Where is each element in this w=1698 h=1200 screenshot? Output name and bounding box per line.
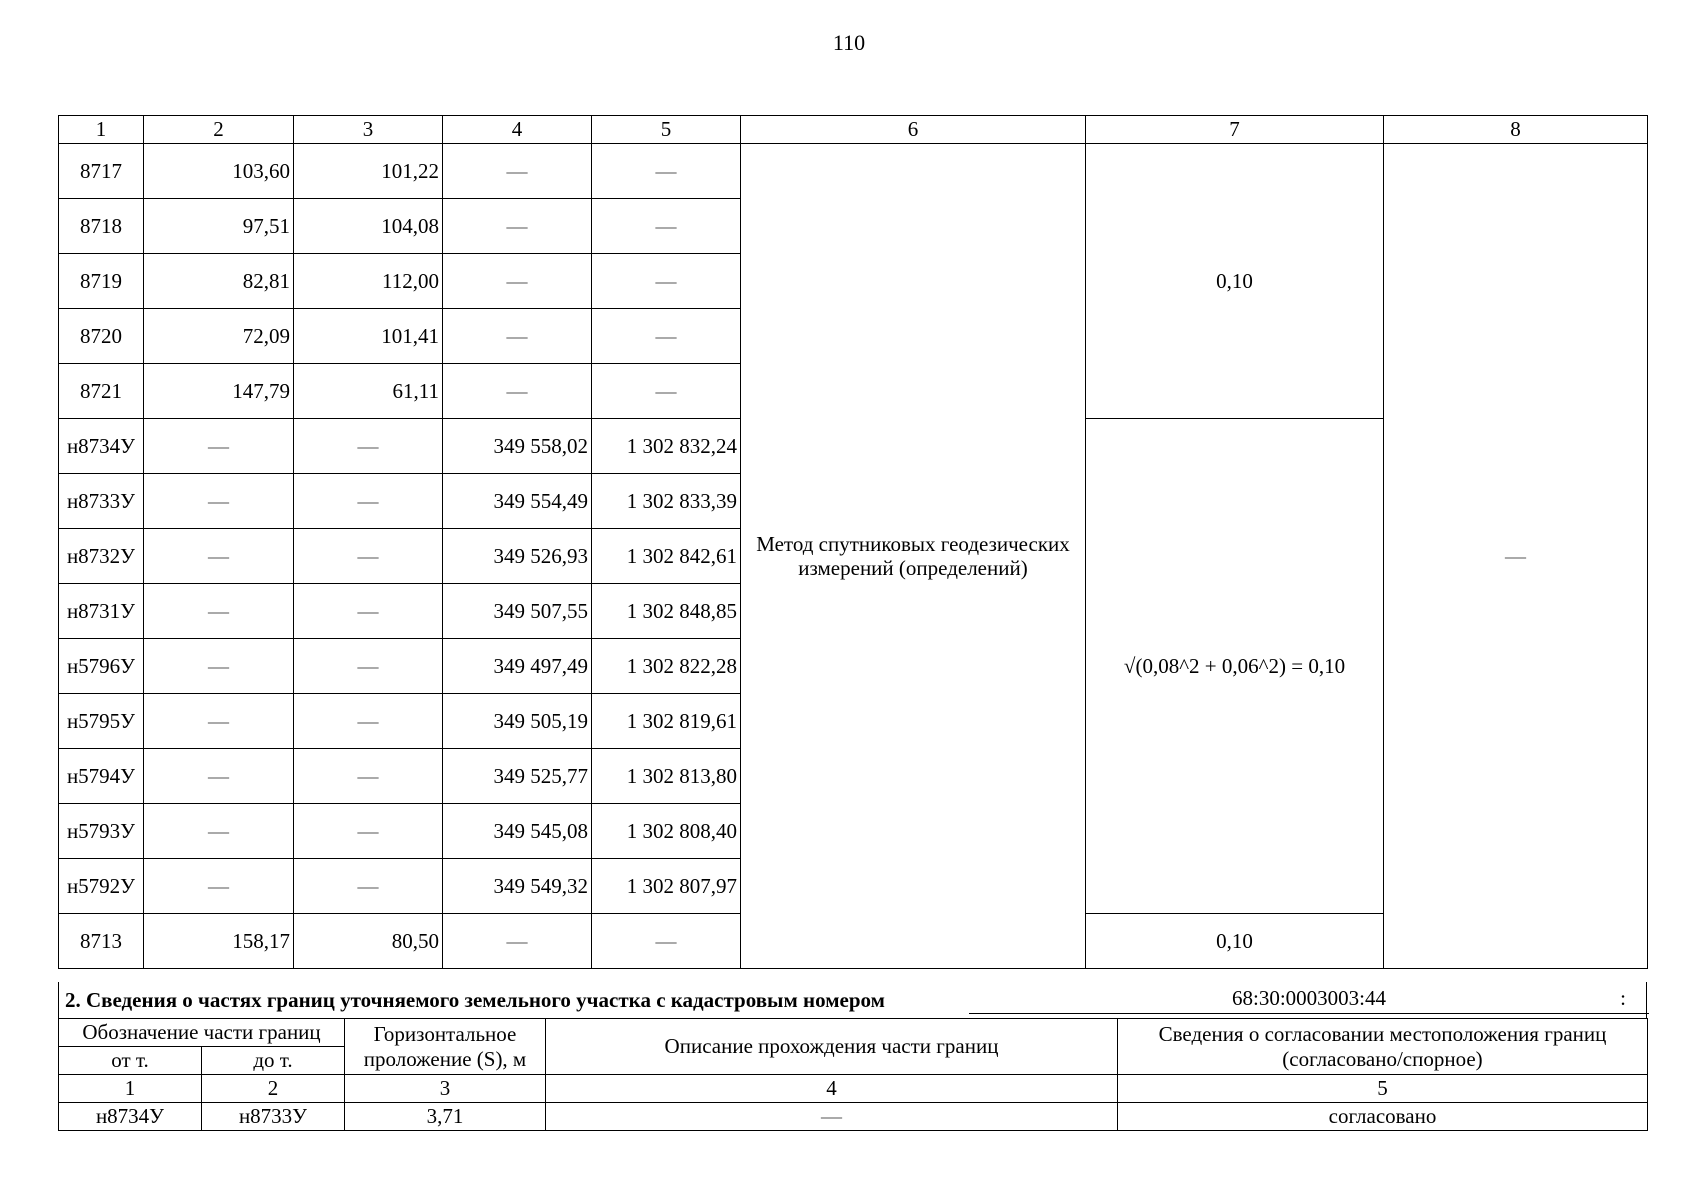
coordinate-cell: 349 526,93	[443, 529, 592, 584]
parts-table-body	[59, 1019, 1648, 1131]
parts-number-row	[59, 1075, 1648, 1103]
section-2-heading	[58, 982, 1647, 1018]
agreement-status: согласовано	[1118, 1103, 1648, 1131]
point-name: н8733У	[59, 474, 144, 529]
coordinate-cell: —	[144, 804, 294, 859]
column-number-row	[59, 116, 1648, 144]
coordinate-cell: 103,60	[144, 144, 294, 199]
column-number: 4	[443, 116, 592, 144]
to-point-header: до т.	[202, 1047, 345, 1075]
points-table-body	[59, 116, 1648, 969]
column-number: 8	[1384, 116, 1648, 144]
column-number: 7	[1086, 116, 1384, 144]
horizontal-length-header: Горизонтальное проложение (S), м	[345, 1019, 546, 1075]
from-point-header: от т.	[59, 1047, 202, 1075]
coordinate-cell: —	[294, 859, 443, 914]
coordinate-cell: —	[144, 694, 294, 749]
parts-header-row	[59, 1019, 1648, 1047]
page-number: 110	[832, 30, 866, 55]
coordinate-cell: —	[144, 419, 294, 474]
coordinate-cell: 82,81	[144, 254, 294, 309]
column-number: 2	[202, 1075, 345, 1103]
point-name: 8717	[59, 144, 144, 199]
coordinate-cell: 1 302 807,97	[592, 859, 741, 914]
part-description: —	[546, 1103, 1118, 1131]
point-name: н5792У	[59, 859, 144, 914]
column-number: 6	[741, 116, 1086, 144]
cadastral-number: 68:30:0003003:44	[969, 986, 1649, 1014]
point-name: н5794У	[59, 749, 144, 804]
coordinate-cell: —	[144, 859, 294, 914]
coordinate-cell: —	[144, 639, 294, 694]
accuracy-cell: √(0,08^2 + 0,06^2) = 0,10	[1086, 419, 1384, 914]
coordinate-cell: —	[592, 254, 741, 309]
column-number: 5	[592, 116, 741, 144]
coordinate-cell: 1 302 822,28	[592, 639, 741, 694]
column-number: 3	[345, 1075, 546, 1103]
boundary-parts-table	[58, 1018, 1648, 1131]
coordinate-cell: 1 302 848,85	[592, 584, 741, 639]
coordinate-cell: —	[592, 364, 741, 419]
coordinate-cell: 158,17	[144, 914, 294, 969]
coordinate-cell: —	[294, 639, 443, 694]
coordinate-cell: —	[592, 199, 741, 254]
coordinate-cell: 349 505,19	[443, 694, 592, 749]
coordinate-cell: —	[294, 804, 443, 859]
coordinate-cell: 72,09	[144, 309, 294, 364]
column-number: 4	[546, 1075, 1118, 1103]
table-row	[59, 1103, 1648, 1131]
coordinate-cell: 1 302 808,40	[592, 804, 741, 859]
part-designation-header: Обозначение части границ	[59, 1019, 345, 1047]
coordinate-cell: 349 525,77	[443, 749, 592, 804]
coordinate-cell: —	[592, 914, 741, 969]
coordinate-cell: 101,41	[294, 309, 443, 364]
point-name: н5796У	[59, 639, 144, 694]
coordinate-cell: 104,08	[294, 199, 443, 254]
coordinate-cell: —	[294, 474, 443, 529]
heading-colon: :	[1620, 986, 1626, 1010]
coordinate-cell: —	[144, 749, 294, 804]
point-name: 8720	[59, 309, 144, 364]
coordinate-cell: 349 545,08	[443, 804, 592, 859]
coordinate-cell: 1 302 819,61	[592, 694, 741, 749]
coordinate-cell: 80,50	[294, 914, 443, 969]
point-name: 8719	[59, 254, 144, 309]
coordinate-cell: 112,00	[294, 254, 443, 309]
column-number: 2	[144, 116, 294, 144]
agreement-header: Сведения о согласовании местоположения границ (согласовано/спорное)	[1118, 1019, 1648, 1075]
coordinate-cell: —	[294, 584, 443, 639]
coordinate-cell: 1 302 832,24	[592, 419, 741, 474]
point-name: 8721	[59, 364, 144, 419]
coordinate-cell: —	[443, 144, 592, 199]
point-name: н8734У	[59, 419, 144, 474]
coordinate-cell: 349 558,02	[443, 419, 592, 474]
to-point: н8733У	[202, 1103, 345, 1131]
accuracy-cell: 0,10	[1086, 914, 1384, 969]
point-name: н5795У	[59, 694, 144, 749]
description-header: Описание прохождения части границ	[546, 1019, 1118, 1075]
coordinate-cell: 1 302 842,61	[592, 529, 741, 584]
column-number: 3	[294, 116, 443, 144]
coordinate-cell: —	[294, 749, 443, 804]
coordinate-cell: 1 302 833,39	[592, 474, 741, 529]
coordinate-cell: —	[592, 144, 741, 199]
point-name: н8732У	[59, 529, 144, 584]
column-number: 1	[59, 1075, 202, 1103]
table-row	[59, 144, 1648, 199]
section-2-title: 2. Сведения о частях границ уточняемого земельного участка с кадастровым номером	[65, 988, 885, 1012]
coordinate-cell: 61,11	[294, 364, 443, 419]
point-name: 8718	[59, 199, 144, 254]
coordinate-cell: —	[144, 584, 294, 639]
coordinate-cell: —	[443, 199, 592, 254]
coordinate-cell: 101,22	[294, 144, 443, 199]
coordinate-cell: 349 549,32	[443, 859, 592, 914]
coordinate-cell: 147,79	[144, 364, 294, 419]
coordinate-cell: —	[144, 474, 294, 529]
coordinate-cell: —	[443, 364, 592, 419]
coordinate-cell: 349 497,49	[443, 639, 592, 694]
coordinate-cell: —	[443, 254, 592, 309]
coordinate-cell: —	[294, 694, 443, 749]
horizontal-length: 3,71	[345, 1103, 546, 1131]
column-8-cell: —	[1384, 144, 1648, 969]
coordinate-cell: —	[443, 309, 592, 364]
point-name: н8731У	[59, 584, 144, 639]
coordinate-cell: —	[144, 529, 294, 584]
point-name: н5793У	[59, 804, 144, 859]
coordinate-cell: 97,51	[144, 199, 294, 254]
point-name: 8713	[59, 914, 144, 969]
boundary-points-table	[58, 115, 1648, 969]
from-point: н8734У	[59, 1103, 202, 1131]
coordinate-cell: 349 554,49	[443, 474, 592, 529]
column-number: 5	[1118, 1075, 1648, 1103]
coordinate-cell: —	[294, 529, 443, 584]
coordinate-cell: 1 302 813,80	[592, 749, 741, 804]
accuracy-cell: 0,10	[1086, 144, 1384, 419]
method-cell: Метод спутниковых геодезических измерений (определений)	[741, 144, 1086, 969]
coordinate-cell: —	[592, 309, 741, 364]
coordinate-cell: —	[294, 419, 443, 474]
coordinate-cell: 349 507,55	[443, 584, 592, 639]
coordinate-cell: —	[443, 914, 592, 969]
column-number: 1	[59, 116, 144, 144]
